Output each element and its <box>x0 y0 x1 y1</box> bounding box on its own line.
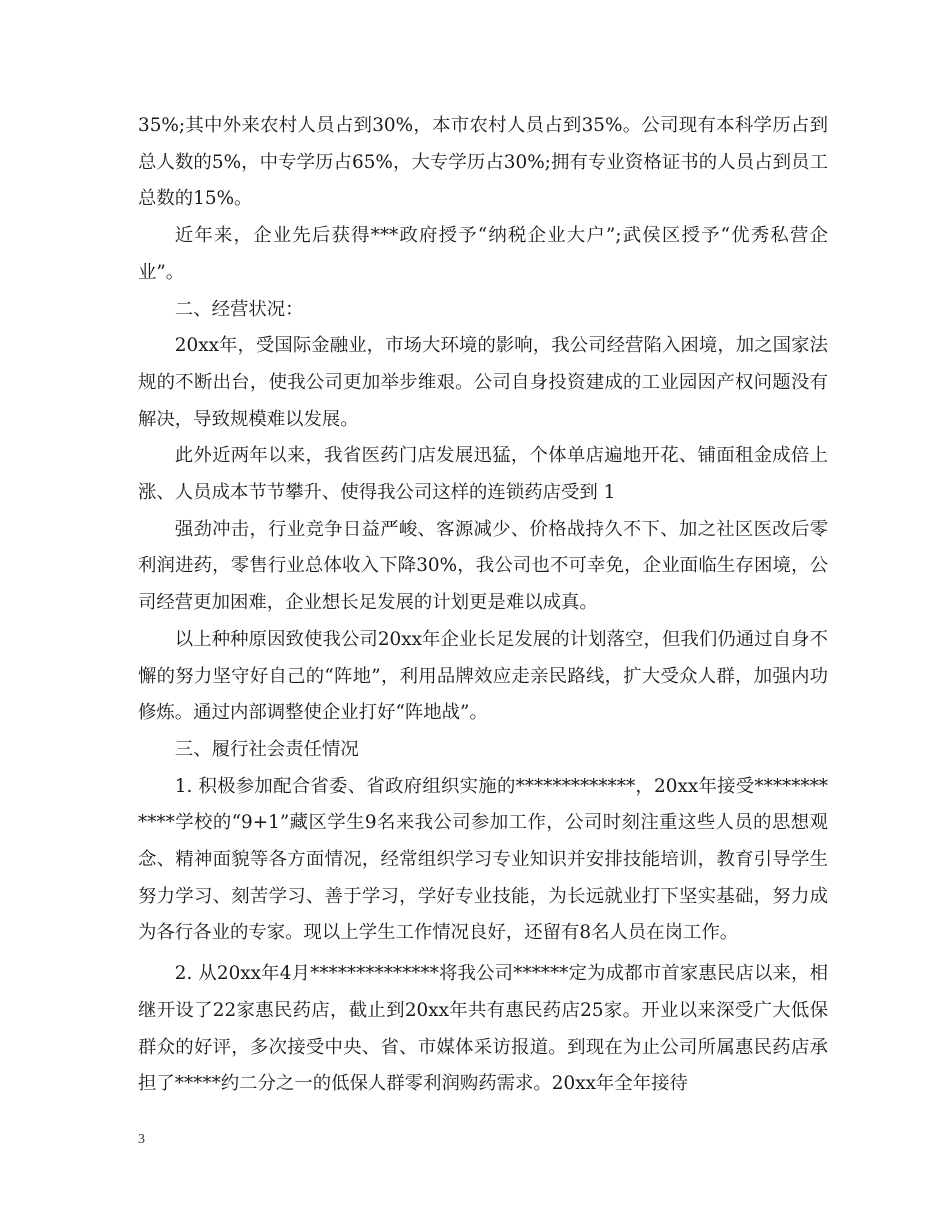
paragraph-1: 35%;其中外来农村人员占到30%，本市农村人员占到35%。公司现有本科学历占到总人数的5%，中专学历占65%，大专学历占30%;拥有专业资格证书的人员占到员工总数的15%。 <box>138 115 828 210</box>
list-item-2: 2. 从20xx年4月**************将我公司******定为成都市首家惠民店以来，相继开设了22家惠民药店，截止到20xx年共有惠民药店25家。开业以来深受广大低保群众的好评，多次接受中央、省、市媒体采访报道。到现在为止公司所属惠民药店承担了*****约二分之一的低保人群零利润购药需求。20xx年全年接待 <box>138 963 828 1095</box>
list-item-1: 1. 积极参加配合省委、省政府组织实施的*************，20xx年接受************学校的“9+1”藏区学生9名来我公司参加工作，公司时刻注重这些人员的思想观念、精神面貌等各方面情况，经常组织学习专业知识并安排技能培训，教育引导学生努力学习、刻苦学习、善于学习，学好专业技能，为长远就业打下坚实基础，努力成为各行各业的专家。现以上学生工作情况良好，还留有8名人员在岗工作。 <box>138 775 828 944</box>
page-number: 3 <box>138 1132 145 1147</box>
section-heading-operations: 二、经营状况： <box>174 298 304 320</box>
paragraph-2: 近年来，企业先后获得***政府授予“纳税企业大户”;武侯区授予“优秀私营企业”。 <box>138 225 828 283</box>
paragraph-6: 以上种种原因致使我公司20xx年企业长足发展的计划落空，但我们仍通过自身不懈的努力坚守好自己的“阵地”，利用品牌效应走亲民路线，扩大受众人群，加强内功修炼。通过内部调整使企业打好“阵地战”。 <box>138 628 828 724</box>
paragraph-4: 此外近两年以来，我省医药门店发展迅猛，个体单店遍地开花、铺面租金成倍上涨、人员成本节节攀升、使得我公司这样的连锁药店受到 1 <box>138 445 828 504</box>
paragraph-5: 强劲冲击，行业竞争日益严峻、客源减少、价格战持久不下、加之社区医改后零利润进药，零售行业总体收入下降30%，我公司也不可幸免，企业面临生存困境，公司经营更加困难，企业想长足发展的计划更是难以成真。 <box>138 518 828 614</box>
document-body <box>138 108 828 1103</box>
paragraph-3: 20xx年，受国际金融业，市场大环境的影响，我公司经营陷入困境，加之国家法规的不断出台，使我公司更加举步维艰。公司自身投资建成的工业园因产权问题没有解决，导致规模难以发展。 <box>138 335 828 430</box>
section-heading-social-responsibility: 三、履行社会责任情况 <box>174 738 359 760</box>
